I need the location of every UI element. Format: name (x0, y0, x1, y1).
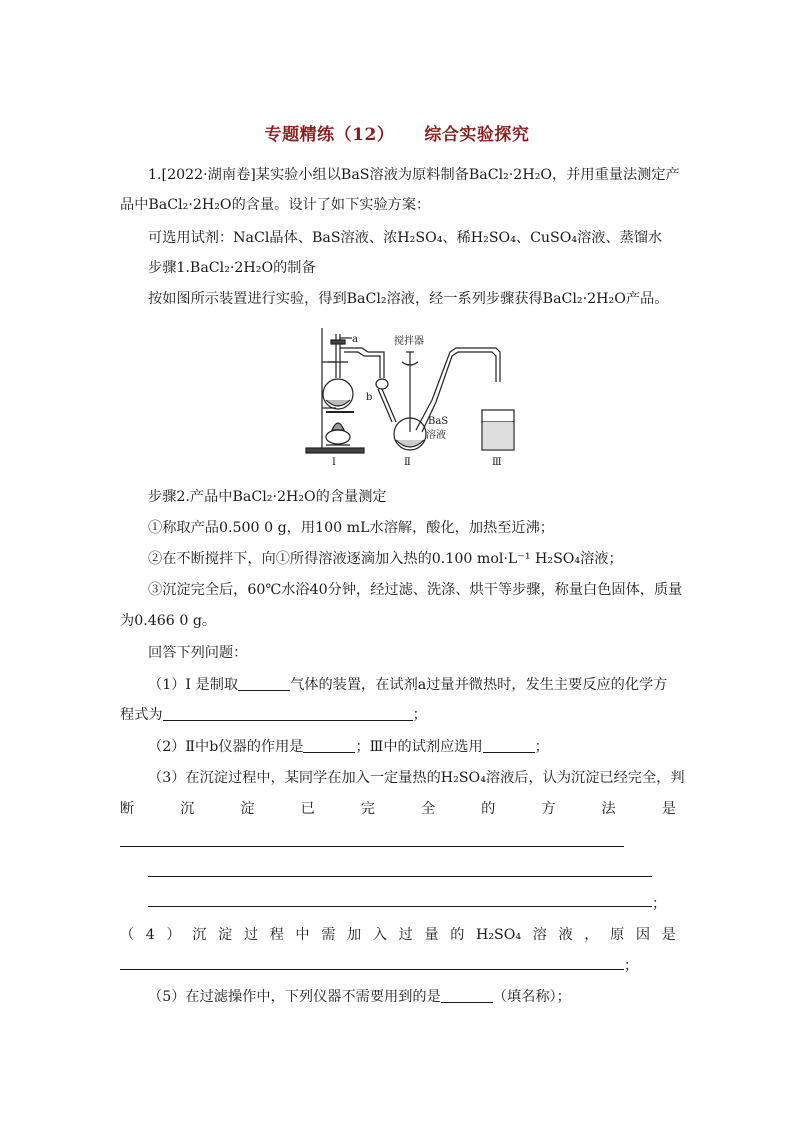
part1-semicolon: ； (412, 707, 427, 723)
title-part1: 专题精练（12） (264, 125, 395, 145)
answer-blank-equation[interactable] (163, 706, 413, 721)
p3-char: 全 (420, 801, 436, 817)
step1-text: 按如图所示装置进行实验，得到BaCl₂溶液，经一系列步骤获得BaCl₂·2H₂O产品。 (148, 291, 669, 307)
page-title (0, 120, 794, 145)
answer-blank-b-function[interactable] (303, 738, 355, 753)
part5-text-a: （5）在过滤操作中，下列仪器不需要用到的是 (148, 989, 441, 1005)
part5-text-b: （填名称）； (492, 989, 571, 1005)
label-b: b (366, 392, 373, 403)
part4-semicolon: ； (624, 958, 639, 974)
question-intro-line1: 1.[2022·湖南卷]某实验小组以BaS溶液为原料制备BaCl₂·2H₂O，并用重量法测定产 (148, 167, 680, 183)
question-intro-line2: 品中BaCl₂·2H₂O的含量。设计了如下实验方案： (120, 197, 431, 213)
p4-char: 沉 (192, 927, 207, 943)
label-solution: 溶液 (426, 430, 446, 441)
p4-char: 是 (661, 927, 676, 943)
p4-char: 液 (558, 927, 573, 943)
answer-intro: 回答下列问题： (148, 645, 248, 661)
answer-blank-gas[interactable] (238, 676, 290, 691)
p4-char: 原 (610, 927, 625, 943)
answer-line-p3-2[interactable] (148, 876, 652, 877)
answer-blank-instrument[interactable] (441, 988, 493, 1003)
part4-line1 (120, 925, 676, 945)
part1-text-a: （1）Ⅰ 是制取 (148, 677, 239, 693)
step2-item1: ①称取产品0.500 0 g，用100 mL水溶解，酸化，加热至近沸； (148, 520, 554, 536)
label-a: a (352, 334, 358, 345)
p3-char: 的 (481, 801, 496, 817)
label-III: Ⅲ (492, 457, 502, 468)
p3-char: 淀 (240, 801, 255, 817)
apparatus-diagram (300, 322, 520, 472)
p3-char: 沉 (180, 801, 195, 817)
p4-char: 加 (347, 927, 362, 943)
title-part2: 综合实验探究 (424, 125, 530, 145)
answer-line-p3-1[interactable] (120, 846, 624, 847)
step2-item3-line1: ③沉淀完全后，60℃水浴40分钟，经过滤、洗涤、烘干等步骤，称量白色固体，质量 (148, 582, 683, 598)
p4-char: ） (166, 927, 181, 943)
part5-line (148, 987, 704, 1007)
label-I: Ⅰ (332, 457, 336, 468)
p4-char: 4 (145, 927, 155, 943)
p3-char: 完 (360, 801, 375, 817)
p4-char: 淀 (218, 927, 233, 943)
p3-char: 方 (541, 801, 556, 817)
step2-title: 步骤2.产品中BaCl₂·2H₂O的含量测定 (148, 489, 387, 505)
part1-text-c: 程式为 (120, 707, 163, 723)
p3-char: 已 (300, 801, 315, 817)
p4-char: 过 (243, 927, 259, 943)
p3-char: 断 (120, 801, 135, 817)
part3-line2 (120, 799, 676, 819)
part1-text-b: 气体的装置，在试剂a过量并微热时，发生主要反应的化学方 (290, 677, 668, 693)
part3-line1: （3）在沉淀过程中，某同学在加入一定量热的H₂SO₄溶液后，认为沉淀已经完全，判 (148, 770, 685, 786)
part2-text-b: ；Ⅲ中的试剂应选用 (355, 739, 483, 755)
step1-title: 步骤1.BaCl₂·2H₂O的制备 (148, 260, 316, 276)
apparatus-svg (300, 322, 520, 472)
part1-line1 (148, 675, 704, 695)
p4-char: H₂SO₄ (475, 927, 522, 943)
step2-item2: ②在不断搅拌下，向①所得溶液逐滴加入热的0.100 mol·L⁻¹ H₂SO₄溶液； (148, 551, 623, 567)
p3-char: 法 (601, 801, 616, 817)
answer-line-p4[interactable] (120, 969, 624, 970)
p3-char: 是 (661, 801, 676, 817)
label-stirrer: 搅拌器 (394, 336, 424, 347)
label-bas: BaS (428, 416, 449, 427)
part3-semicolon: ； (652, 896, 667, 912)
p4-char: 程 (269, 927, 284, 943)
p4-char: ， (584, 927, 599, 943)
answer-line-p3-3[interactable] (148, 906, 652, 907)
part1-line2 (120, 705, 676, 725)
part2-text-a: （2）Ⅱ中b仪器的作用是 (148, 739, 304, 755)
part2-semicolon: ； (534, 739, 549, 755)
p4-char: 的 (450, 927, 465, 943)
p4-char: 入 (372, 927, 387, 943)
step2-item3-line2: 为0.466 0 g。 (120, 613, 217, 629)
reagents-line: 可选用试剂：NaCl晶体、BaS溶液、浓H₂SO₄、稀H₂SO₄、CuSO₄溶液、蒸馏水 (148, 230, 663, 246)
p4-char: 中 (295, 927, 310, 943)
label-II: Ⅱ (404, 457, 411, 468)
p4-char: 量 (424, 927, 439, 943)
p4-char: 溶 (532, 927, 547, 943)
p4-char: （ (120, 927, 135, 943)
p4-char: 因 (635, 927, 651, 943)
part2-line (148, 737, 704, 757)
answer-blank-reagent[interactable] (483, 738, 535, 753)
p4-char: 需 (321, 927, 336, 943)
p4-char: 过 (398, 927, 413, 943)
